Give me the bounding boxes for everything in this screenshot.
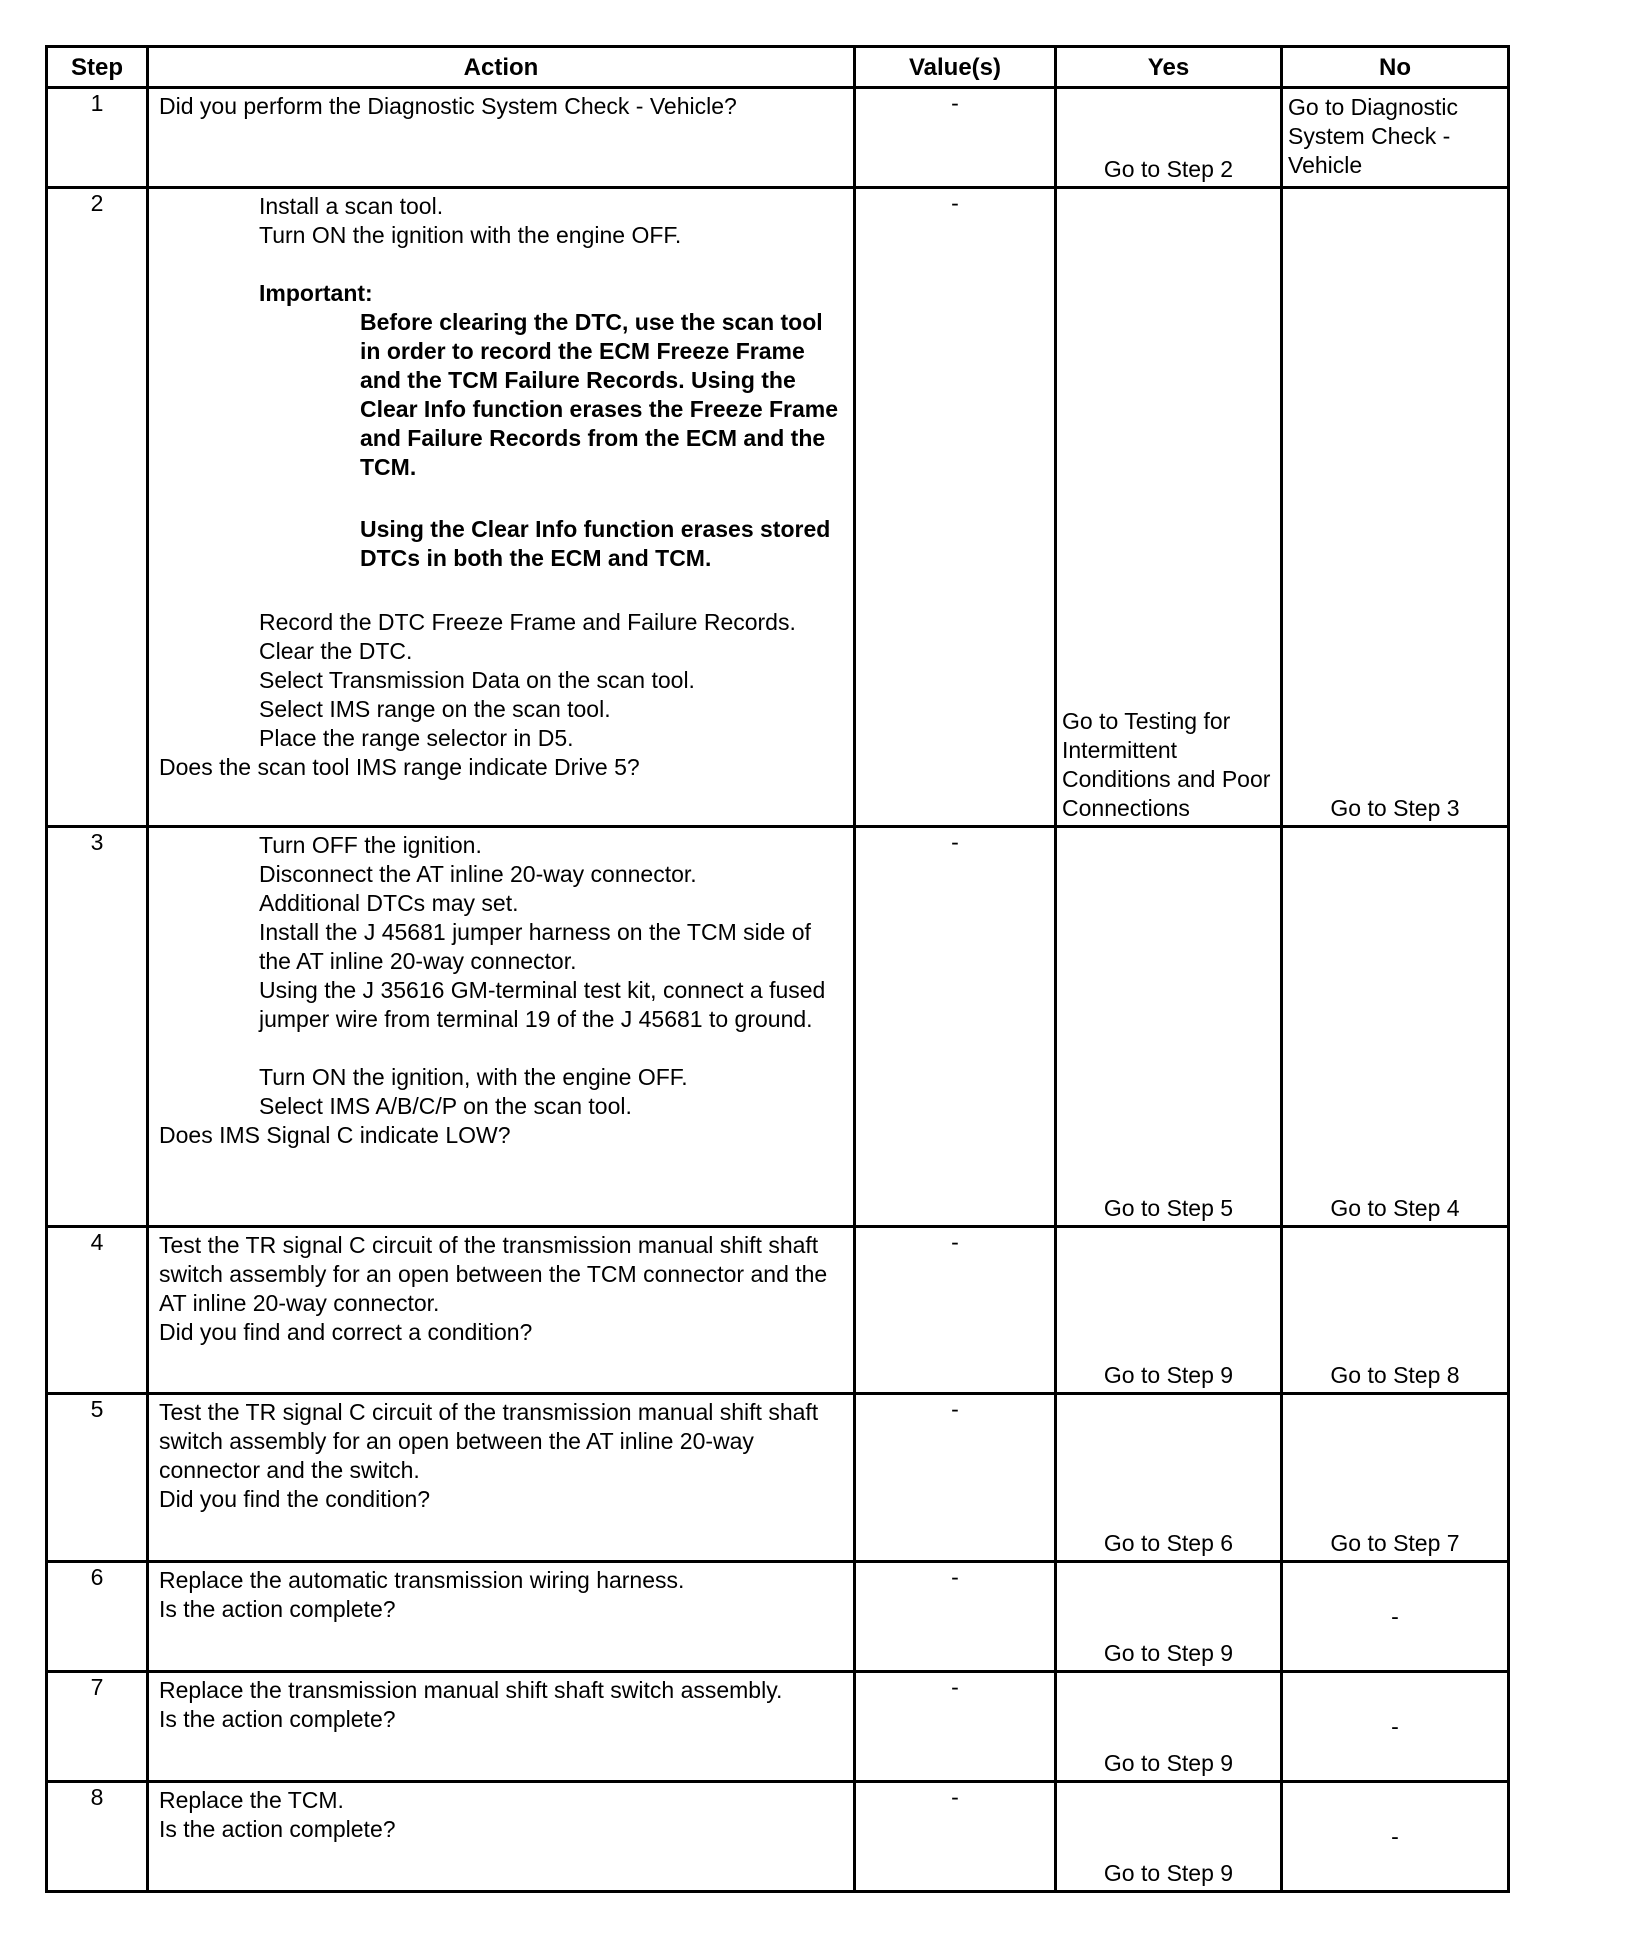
action-line: Clear the DTC. — [259, 638, 413, 664]
no-cell — [1282, 1672, 1509, 1782]
no-cell — [1282, 1394, 1509, 1562]
no-result: Go to Step 3 — [1330, 795, 1460, 821]
no-cell — [1282, 827, 1509, 1227]
action-question: Does IMS Signal C indicate LOW? — [159, 1122, 511, 1148]
action-cell — [148, 1394, 855, 1562]
header-no: No — [1282, 47, 1509, 88]
yes-result: Go to Step 9 — [1103, 1750, 1234, 1776]
action-line: Disconnect the AT inline 20-way connector. — [259, 861, 697, 887]
table-row-step-4 — [47, 1227, 1509, 1394]
action-question: Does the scan tool IMS range indicate Drive 5? — [159, 754, 640, 780]
yes-result: Go to Step 5 — [1103, 1195, 1234, 1221]
no-cell — [1282, 1227, 1509, 1394]
table-row-step-8 — [47, 1782, 1509, 1892]
step-number: 1 — [47, 88, 148, 188]
value-cell: - — [855, 1782, 1056, 1892]
table-row-step-3 — [47, 827, 1509, 1227]
step-number: 6 — [47, 1562, 148, 1672]
yes-result: Go to Step 9 — [1103, 1640, 1234, 1666]
value-cell: - — [855, 188, 1056, 827]
table-row-step-1 — [47, 88, 1509, 188]
table-row-step-6 — [47, 1562, 1509, 1672]
action-line: Install the J 45681 jumper harness on the TCM side of the AT inline 20-way connector. — [259, 919, 811, 974]
action-cell — [148, 188, 855, 827]
action-question: Did you find and correct a condition? — [159, 1319, 533, 1345]
no-cell — [1282, 88, 1509, 188]
action-text: Replace the automatic transmission wiring harness. — [159, 1567, 685, 1593]
yes-result: Go to Step 6 — [1103, 1530, 1234, 1556]
value-cell: - — [855, 1672, 1056, 1782]
step-number: 7 — [47, 1672, 148, 1782]
no-result: - — [1391, 1713, 1399, 1739]
header-row — [47, 47, 1509, 88]
important-text: Before clearing the DTC, use the scan tool in order to record the ECM Freeze Frame and the TCM Failure Records. Using the Clear Info function erases the Freeze Frame and Failure Records from the ECM and the TCM. — [360, 309, 839, 480]
table-row-step-5 — [47, 1394, 1509, 1562]
header-yes: Yes — [1056, 47, 1282, 88]
action-line: Select Transmission Data on the scan tool. — [259, 667, 695, 693]
action-question: Is the action complete? — [159, 1816, 396, 1842]
step-number: 5 — [47, 1394, 148, 1562]
action-text: Replace the TCM. — [159, 1787, 344, 1813]
action-line: Install a scan tool. — [259, 193, 444, 219]
action-text: Test the TR signal C circuit of the transmission manual shift shaft switch assembly for an open between the AT inline 20-way connector and the switch. — [159, 1399, 819, 1483]
action-cell — [148, 1227, 855, 1394]
action-line: Place the range selector in D5. — [259, 725, 574, 751]
step-number: 3 — [47, 827, 148, 1227]
value-cell: - — [855, 827, 1056, 1227]
action-line: Turn OFF the ignition. — [259, 832, 482, 858]
header-step: Step — [47, 47, 148, 88]
value-cell: - — [855, 1562, 1056, 1672]
yes-cell — [1056, 1394, 1282, 1562]
yes-cell — [1056, 1227, 1282, 1394]
action-question: Is the action complete? — [159, 1706, 396, 1732]
header-values: Value(s) — [855, 47, 1056, 88]
yes-cell — [1056, 188, 1282, 827]
action-text: Replace the transmission manual shift shaft switch assembly. — [159, 1677, 783, 1703]
step-number: 2 — [47, 188, 148, 827]
action-cell — [148, 1562, 855, 1672]
action-cell — [148, 1782, 855, 1892]
yes-result: Go to Testing for Intermittent Conditions and Poor Connections — [1062, 708, 1271, 821]
yes-cell — [1056, 1562, 1282, 1672]
value-cell: - — [855, 88, 1056, 188]
yes-cell — [1056, 1672, 1282, 1782]
value-cell: - — [855, 1227, 1056, 1394]
action-line: Select IMS range on the scan tool. — [259, 696, 611, 722]
no-result: - — [1391, 1603, 1399, 1629]
yes-result: Go to Step 2 — [1103, 156, 1234, 182]
no-result: - — [1391, 1823, 1399, 1849]
yes-cell — [1056, 88, 1282, 188]
value-cell: - — [855, 1394, 1056, 1562]
step-number: 4 — [47, 1227, 148, 1394]
action-cell — [148, 88, 855, 188]
action-question: Did you find the condition? — [159, 1486, 431, 1512]
action-line: Additional DTCs may set. — [259, 890, 519, 916]
yes-cell — [1056, 827, 1282, 1227]
action-cell — [148, 827, 855, 1227]
action-line: Record the DTC Freeze Frame and Failure Records. — [259, 609, 796, 635]
action-line: Select IMS A/B/C/P on the scan tool. — [259, 1093, 632, 1119]
action-cell — [148, 1672, 855, 1782]
table-row-step-2 — [47, 188, 1509, 827]
diagnostic-table — [45, 45, 1510, 1893]
step-number: 8 — [47, 1782, 148, 1892]
action-line: Turn ON the ignition with the engine OFF. — [259, 222, 682, 248]
action-text: Did you perform the Diagnostic System Check - Vehicle? — [159, 93, 737, 119]
header-action: Action — [148, 47, 855, 88]
no-result: Go to Step 4 — [1330, 1195, 1460, 1221]
important-text: Using the Clear Info function erases stored DTCs in both the ECM and TCM. — [360, 516, 831, 571]
action-question: Is the action complete? — [159, 1596, 396, 1622]
no-result: Go to Step 8 — [1330, 1362, 1460, 1388]
no-result: Go to Step 7 — [1330, 1530, 1460, 1556]
yes-cell — [1056, 1782, 1282, 1892]
table-row-step-7 — [47, 1672, 1509, 1782]
no-cell — [1282, 188, 1509, 827]
yes-result: Go to Step 9 — [1103, 1860, 1234, 1886]
yes-result: Go to Step 9 — [1103, 1362, 1234, 1388]
action-line: Using the J 35616 GM-terminal test kit, connect a fused jumper wire from terminal 19 of the J 45681 to ground. — [259, 977, 826, 1032]
important-label: Important: — [259, 280, 373, 306]
action-line: Turn ON the ignition, with the engine OFF. — [259, 1064, 688, 1090]
action-text: Test the TR signal C circuit of the transmission manual shift shaft switch assembly for an open between the TCM connector and the AT inline 20-way connector. — [159, 1232, 828, 1316]
no-result: Go to Diagnostic System Check - Vehicle — [1288, 94, 1459, 178]
no-cell — [1282, 1562, 1509, 1672]
no-cell — [1282, 1782, 1509, 1892]
